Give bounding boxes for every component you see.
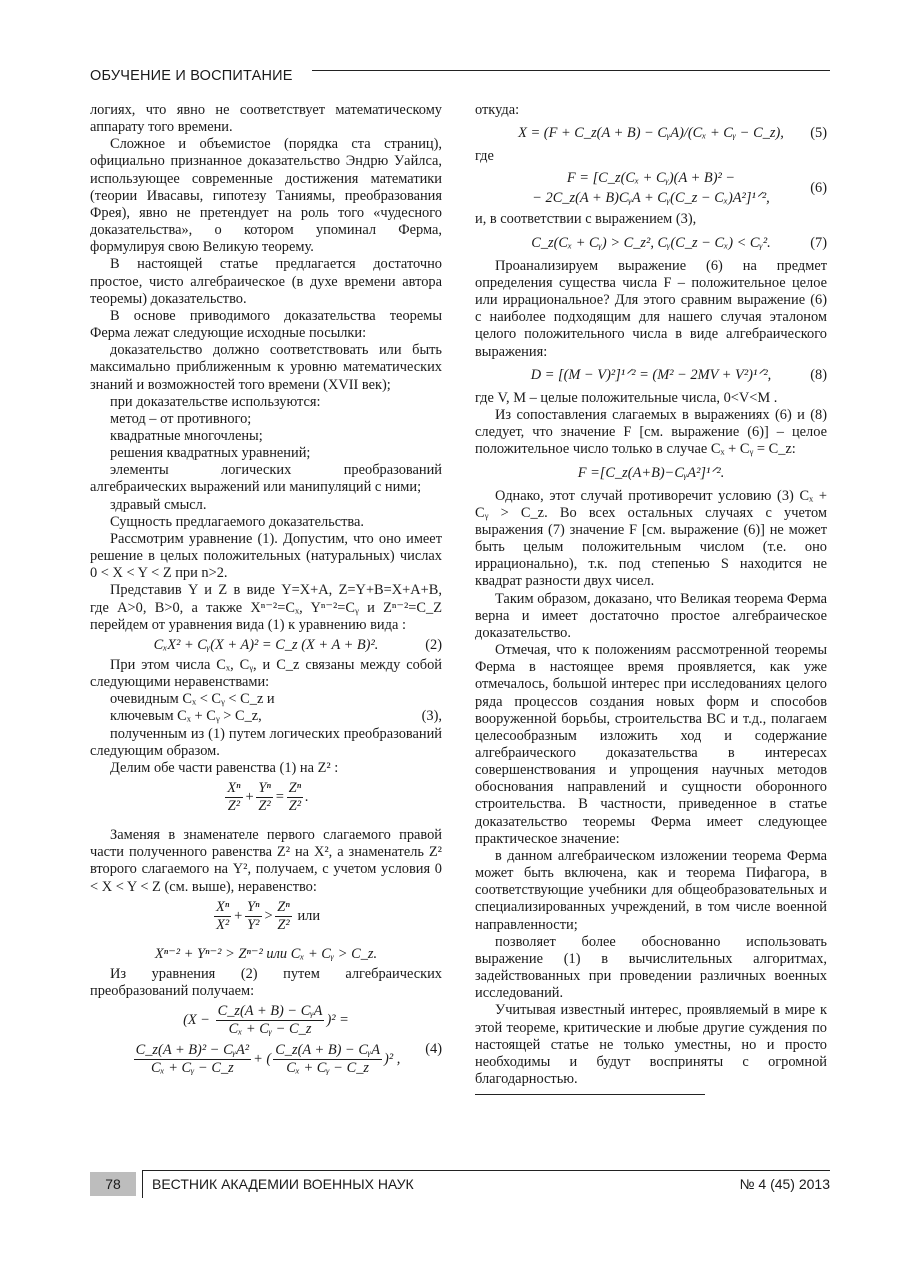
- equation-number: (7): [810, 234, 827, 251]
- equation-6-line-2: − 2C_z(A + B)CᵧA + Cᵧ(C_z − Cₓ)A²]¹ᐟ²,: [532, 190, 770, 207]
- equation-6-line-1: F = [C_z(Cₓ + Cᵧ)(A + B)² −: [566, 170, 736, 187]
- numerator: C_z(A + B) − CᵧA: [275, 1042, 381, 1059]
- numerator: Zⁿ: [288, 780, 302, 797]
- fraction: [256, 780, 273, 815]
- equation-number: (6): [810, 180, 827, 197]
- list-item: доказательство должно соответствовать или быть максимально приближенным к уровню математических знаний и возможностей того времени (XVII век);: [90, 342, 442, 393]
- paragraph: где: [475, 148, 494, 165]
- fraction: [216, 1003, 325, 1038]
- paragraph: Представив Y и Z в виде Y=X+A, Z=Y+B=X+A+B, где A>0, B>0, а также Xⁿ⁻²=Cₓ, Yⁿ⁻²=Cᵧ и Zⁿ⁻²=C_Z перейдем от уравнения вида (1) к уравнению вида :: [90, 582, 442, 633]
- equation-body: X = (F + C_z(A + B) − CᵧA)/(Cₓ + Cᵧ − C_z),: [518, 125, 784, 142]
- equation-part: )² =: [326, 1012, 349, 1028]
- paragraph: Из уравнения (2) путем алгебраических преобразований получаем:: [90, 965, 442, 1000]
- right-column: [475, 102, 827, 1095]
- paragraph: Отмечая, что к положениям рассмотренной теоремы Ферма в настоящее время проявляется, как уже отмечалось, большой интерес при исследованиях целого ряда процессов создания новых форм и способов вооруженной борьбы, строительства ВС и т.д., полагаем целесообразным изложить ход и содержание алгебраического доказательства в интересах совершенствования и упрощения научных методов обоснования направлений и сущности оборонного строительства. В частности, приведенное в статье доказательство теоремы Ферма имеет следующее практическое значение:: [475, 642, 827, 847]
- equation-4-line-2: [90, 1042, 442, 1077]
- equation-body: D = [(M − V)²]¹ᐟ² = (M² − 2MV + V²)¹ᐟ²,: [530, 366, 772, 383]
- paragraph: Учитывая известный интерес, проявляемый в мире к этой теореме, критические и любые другие суждения по настоящей статье не только уместны, но и просто необходимы и будут восприняты с огромной благодарностью.: [475, 1002, 827, 1087]
- equation-6: [475, 168, 827, 208]
- denominator: Z²: [227, 798, 241, 815]
- paragraph: Сложное и объемистое (порядка ста страниц), официально признанное доказательство Эндрю Уайлса, использующее современные достижения математики (теории Ивасавы, гипотезу Таниямы, преобразования Фрея), явно не претендует на роль того «чудесного доказательства», о котором упоминал Ферма, формулируя свою Великую теорему.: [90, 136, 442, 256]
- equation-number: (3),: [421, 708, 442, 725]
- end-rule: [475, 1094, 705, 1095]
- fraction: [275, 899, 292, 934]
- paragraph: полученным из (1) путем логических преобразований следующим образом.: [90, 725, 442, 759]
- header-rule: [312, 70, 830, 71]
- equation-7: [475, 235, 827, 252]
- numerator: Yⁿ: [258, 780, 271, 797]
- inequality-body: ключевым Cₓ + Cᵧ > C_z,: [110, 708, 262, 725]
- paragraph: Из сопоставления слагаемых в выражениях (6) и (8) следует, что значение F [см. выражение (6)] – целое положительное число только в случае Cₓ + Cᵧ = C_z:: [475, 407, 827, 458]
- list-item: решения квадратных уравнений;: [110, 445, 311, 462]
- numerator: Yⁿ: [247, 898, 260, 915]
- paragraph: Рассмотрим уравнение (1). Допустим, что оно имеет решение в целых положительных (натуральных) числах 0 < X < Y < Z при n>2.: [90, 530, 442, 582]
- numerator: Xⁿ: [227, 780, 241, 797]
- list-item: при доказательстве используются:: [110, 393, 321, 410]
- fraction: [134, 1042, 251, 1077]
- issue-label: № 4 (45) 2013: [739, 1176, 830, 1192]
- denominator: Z²: [277, 916, 290, 933]
- list-item: элементы логических преобразований алгебраических выражений или манипуляций с ними;: [90, 462, 442, 496]
- equation-number: (5): [810, 125, 827, 142]
- equation-part: )² ,: [384, 1051, 401, 1067]
- fraction: [225, 780, 242, 815]
- paragraph: логиях, что явно не соответствует математическому аппарату того времени.: [90, 102, 442, 136]
- list-item: позволяет более обоснованно использовать выражение (1) в вычислительных алгоритмах, задействованных при проведении различных военных исследований.: [475, 933, 827, 1002]
- paragraph: Заменяя в знаменателе первого слагаемого правой части полученного равенства Z² на X², а знаменатель Z² второго слагаемого на Y², получаем, с учетом условия 0 < X < Y < Z (см. выше), неравенство:: [90, 827, 442, 895]
- footer-rule: [142, 1170, 830, 1171]
- equation-number: (8): [810, 366, 827, 383]
- denominator: Cₓ + Cᵧ − C_z: [228, 1021, 312, 1038]
- list-item: здравый смысл.: [110, 496, 207, 513]
- equation-part: + (: [253, 1051, 272, 1067]
- paragraph: При этом числа Cₓ, Cᵧ, и C_z связаны между собой следующими неравенствами:: [90, 657, 442, 691]
- page-footer: [90, 1170, 830, 1198]
- list-item: метод – от противного;: [110, 410, 252, 427]
- numerator: C_z(A + B)² − CᵧA²: [135, 1042, 250, 1059]
- fraction: [214, 899, 231, 934]
- or-word: или: [297, 907, 321, 924]
- equation-body: C_z(Cₓ + Cᵧ) > C_z², Cᵧ(C_z − Cₓ) < Cᵧ².: [531, 234, 771, 251]
- numerator: C_z(A + B) − CᵧA: [217, 1003, 323, 1020]
- paragraph: Однако, этот случай противоречит условию (3) Cₓ + Cᵧ > C_z. Во всех остальных случаях с учетом выражения (7) значение F [см. выражение (6)] не может быть целым положительным числом (т.е. оно иррационально), т.к. под степенью S находится не квадрат разности двух чисел.: [475, 487, 827, 590]
- equation-body: F =[C_z(A+B)−CᵧA²]¹ᐟ².: [577, 464, 725, 481]
- equation-body: Xⁿ⁻² + Yⁿ⁻² > Zⁿ⁻² или Cₓ + Cᵧ > C_z.: [154, 945, 378, 962]
- fraction: [287, 780, 304, 815]
- paragraph: Проанализируем выражение (6) на предмет определения существа числа F – положительное целое или иррациональное? Для этого сравним выражение (6) с наиболее подходящим для нашего случая эталоном целого положительного числа в виде алгебраического выражения:: [475, 257, 827, 360]
- inequality-line: очевидным Cₓ < Cᵧ < C_z и: [110, 691, 275, 708]
- equation-body: CₓX² + Cᵧ(X + A)² = C_z (X + A + B)².: [153, 636, 379, 653]
- page-header: [90, 68, 830, 88]
- paragraph: Делим обе части равенства (1) на Z² :: [110, 759, 339, 776]
- equation-number: (4): [425, 1041, 442, 1058]
- paragraph: откуда:: [475, 102, 520, 118]
- page-number: 78: [90, 1172, 136, 1196]
- list-item: квадратные многочлены;: [110, 427, 263, 444]
- journal-name: ВЕСТНИК АКАДЕМИИ ВОЕННЫХ НАУК: [152, 1176, 414, 1192]
- paragraph: В настоящей статье предлагается достаточно простое, чисто алгебраическое (в духе времени автора теоремы) доказательство.: [90, 256, 442, 307]
- inequality-3: [90, 708, 442, 725]
- paragraph: Таким образом, доказано, что Великая теорема Ферма верна и имеет достаточно простое алгебраическое доказательство.: [475, 590, 827, 641]
- equation-4-line-1: (X − $\frac{\text{C\_z(A + B) − CᵧA}}{\text{Cₓ + Cᵧ − C\_z}}$ )² =: [183, 1003, 349, 1038]
- denominator: Cₓ + Cᵧ − C_z: [150, 1060, 234, 1077]
- section-title: ОБУЧЕНИЕ И ВОСПИТАНИЕ: [90, 68, 293, 84]
- equation-8: [475, 367, 827, 384]
- fraction: [273, 1042, 382, 1077]
- list-item: в данном алгебраическом изложении теорема Ферма может быть включена, как и теорема Пифагора, в соответствующие учебники для общеобразовательных и специализированных учреждений, в том числе военной направленности;: [475, 847, 827, 933]
- denominator: Z²: [288, 798, 302, 815]
- equation-division: $\frac{\text{Xⁿ}}{\text{Z²}}$ + $\frac{\text{Yⁿ}}{\text{Z²}}$ = $\frac{\text{Zⁿ}}{\text{Z²}}$ .: [227, 780, 309, 815]
- denominator: X²: [216, 916, 230, 933]
- equation-2: [90, 637, 442, 654]
- paragraph: где V, M – целые положительные числа, 0<V<M .: [475, 389, 778, 406]
- inequality-powers: [90, 946, 442, 963]
- footer-divider: [142, 1170, 143, 1198]
- equation-f: [475, 465, 827, 482]
- equation-part: X −: [187, 1012, 211, 1028]
- paragraph: В основе приводимого доказательства теоремы Ферма лежат следующие исходные посылки:: [90, 307, 442, 342]
- left-column: [90, 102, 442, 1114]
- denominator: Cₓ + Cᵧ − C_z: [286, 1060, 370, 1077]
- equation-number: (2): [425, 636, 442, 653]
- fraction: [245, 899, 262, 934]
- numerator: Xⁿ: [215, 898, 230, 915]
- inequality-fractions: $\frac{\text{Xⁿ}}{\text{X²}}$ + $\frac{\text{Yⁿ}}{\text{Y²}}$ > $\frac{\text{Zⁿ}}{\text{Z²}}$ или: [215, 898, 321, 933]
- denominator: Z²: [258, 798, 271, 815]
- equation-5: [475, 125, 827, 142]
- equation-4: [90, 1003, 442, 1111]
- numerator: Zⁿ: [277, 898, 290, 915]
- paragraph: и, в соответствии с выражением (3),: [475, 211, 697, 228]
- paragraph: Сущность предлагаемого доказательства.: [110, 513, 364, 530]
- denominator: Y²: [247, 916, 260, 933]
